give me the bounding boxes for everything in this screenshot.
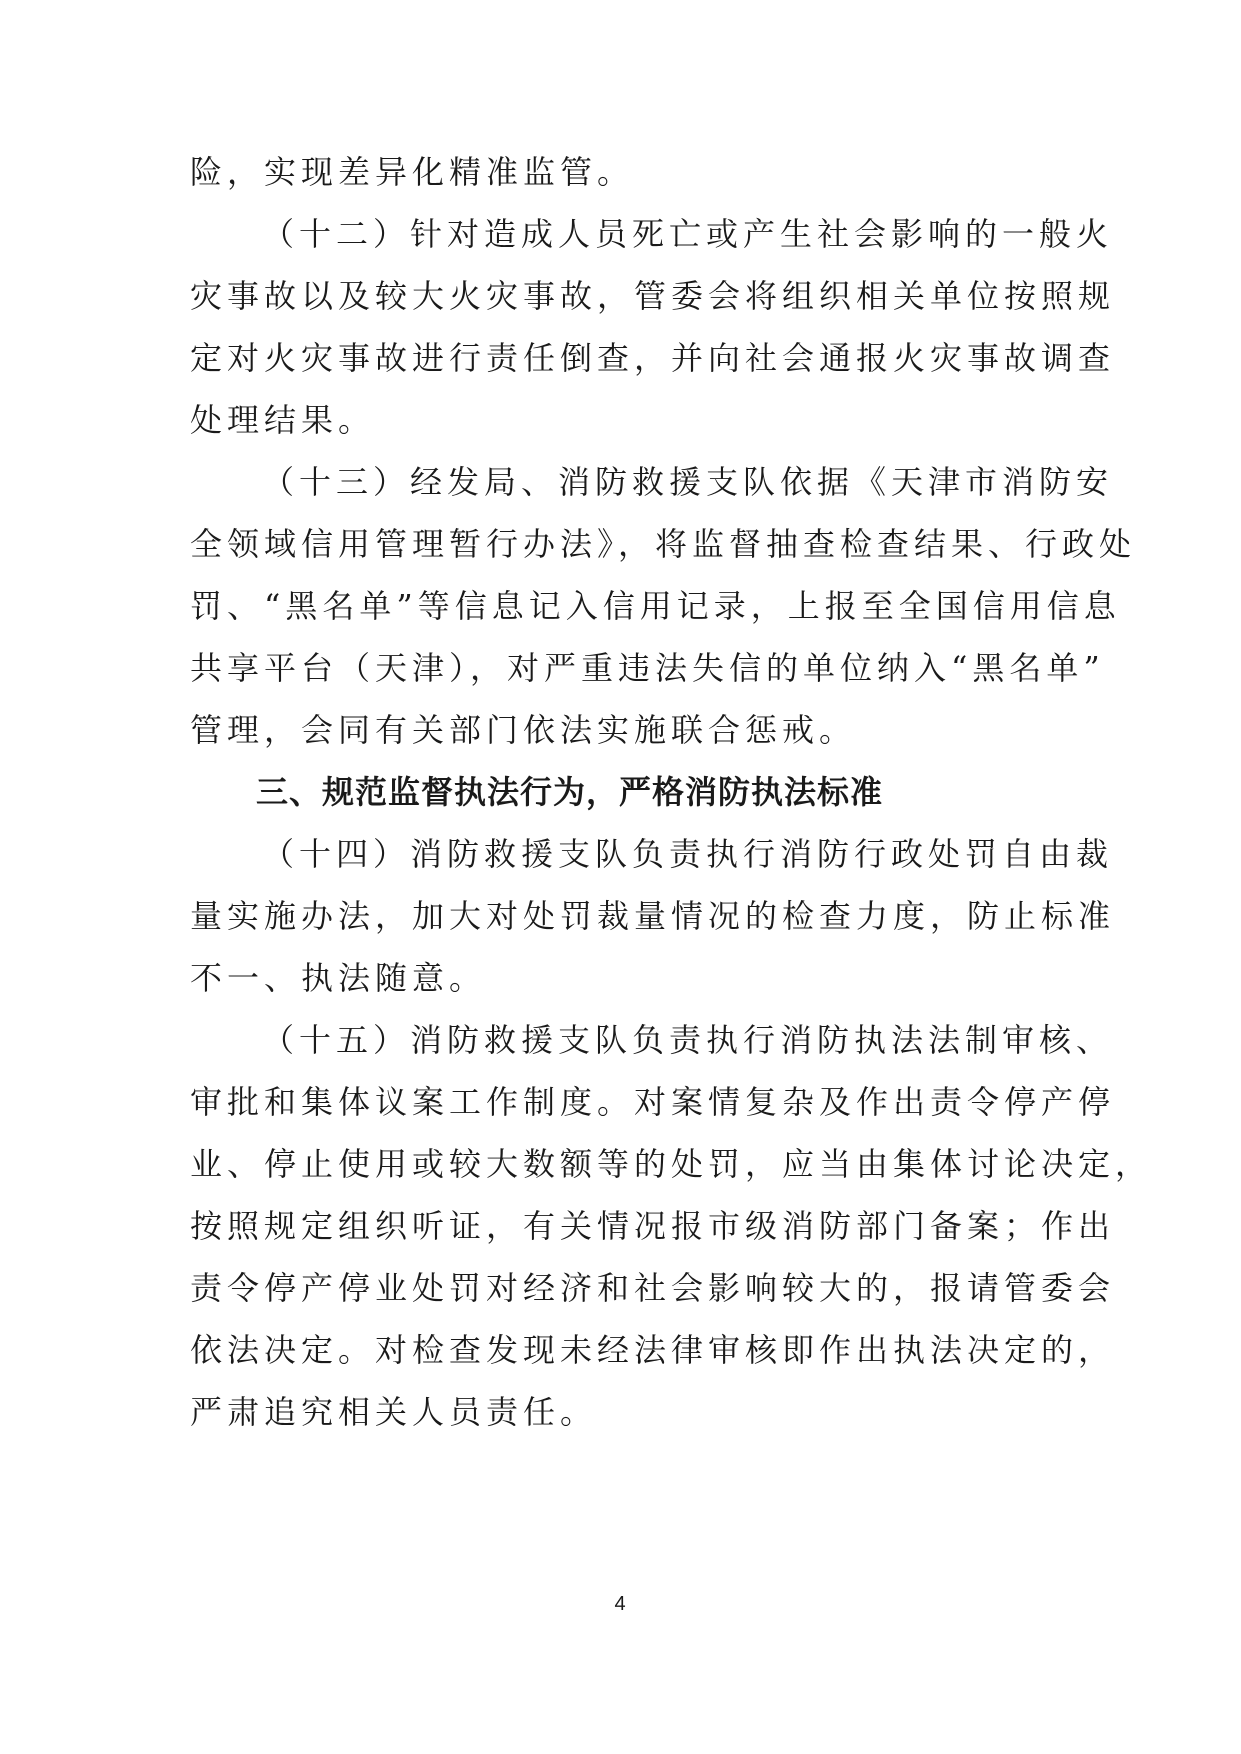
text-line: 罚、“黑名单”等信息记入信用记录，上报至全国信用信息 — [190, 587, 1121, 625]
paragraph-15-line-1: （十五）消防救援支队负责执行消防执法法制审核、 — [262, 1021, 1114, 1059]
text-line: 业、停止使用或较大数额等的处罚，应当由集体讨论决定， — [190, 1145, 1153, 1183]
paragraph-12-line-1: （十二）针对造成人员死亡或产生社会影响的一般火 — [262, 215, 1114, 253]
text-line: 按照规定组织听证，有关情况报市级消防部门备案；作出 — [190, 1207, 1116, 1245]
paragraph-13-line-1: （十三）经发局、消防救援支队依据《天津市消防安 — [262, 463, 1114, 501]
text-line: 灾事故以及较大火灾事故，管委会将组织相关单位按照规 — [190, 277, 1116, 315]
text-line: 量实施办法，加大对处罚裁量情况的检查力度，防止标准 — [190, 897, 1116, 935]
text-line: 责令停产停业处罚对经济和社会影响较大的，报请管委会 — [190, 1269, 1116, 1307]
text-line: 不一、执法随意。 — [190, 959, 487, 997]
text-line: 共享平台（天津），对严重违法失信的单位纳入“黑名单” — [190, 649, 1105, 687]
text-line: 审批和集体议案工作制度。对案情复杂及作出责令停产停 — [190, 1083, 1116, 1121]
text-line: 定对火灾事故进行责任倒查，并向社会通报火灾事故调查 — [190, 339, 1116, 377]
text-line: 处理结果。 — [190, 401, 376, 439]
text-line: 严肃追究相关人员责任。 — [190, 1393, 598, 1431]
text-line: 管理，会同有关部门依法实施联合惩戒。 — [190, 711, 857, 749]
text-line: 险，实现差异化精准监管。 — [190, 153, 635, 191]
section-heading: 三、规范监督执法行为，严格消防执法标准 — [256, 773, 884, 811]
paragraph-14-line-1: （十四）消防救援支队负责执行消防行政处罚自由裁 — [262, 835, 1114, 873]
text-line: 依法决定。对检查发现未经法律审核即作出执法决定的， — [190, 1331, 1116, 1369]
page-number: 4 — [614, 1593, 626, 1615]
text-line: 全领域信用管理暂行办法》，将监督抽查检查结果、行政处 — [190, 525, 1137, 563]
